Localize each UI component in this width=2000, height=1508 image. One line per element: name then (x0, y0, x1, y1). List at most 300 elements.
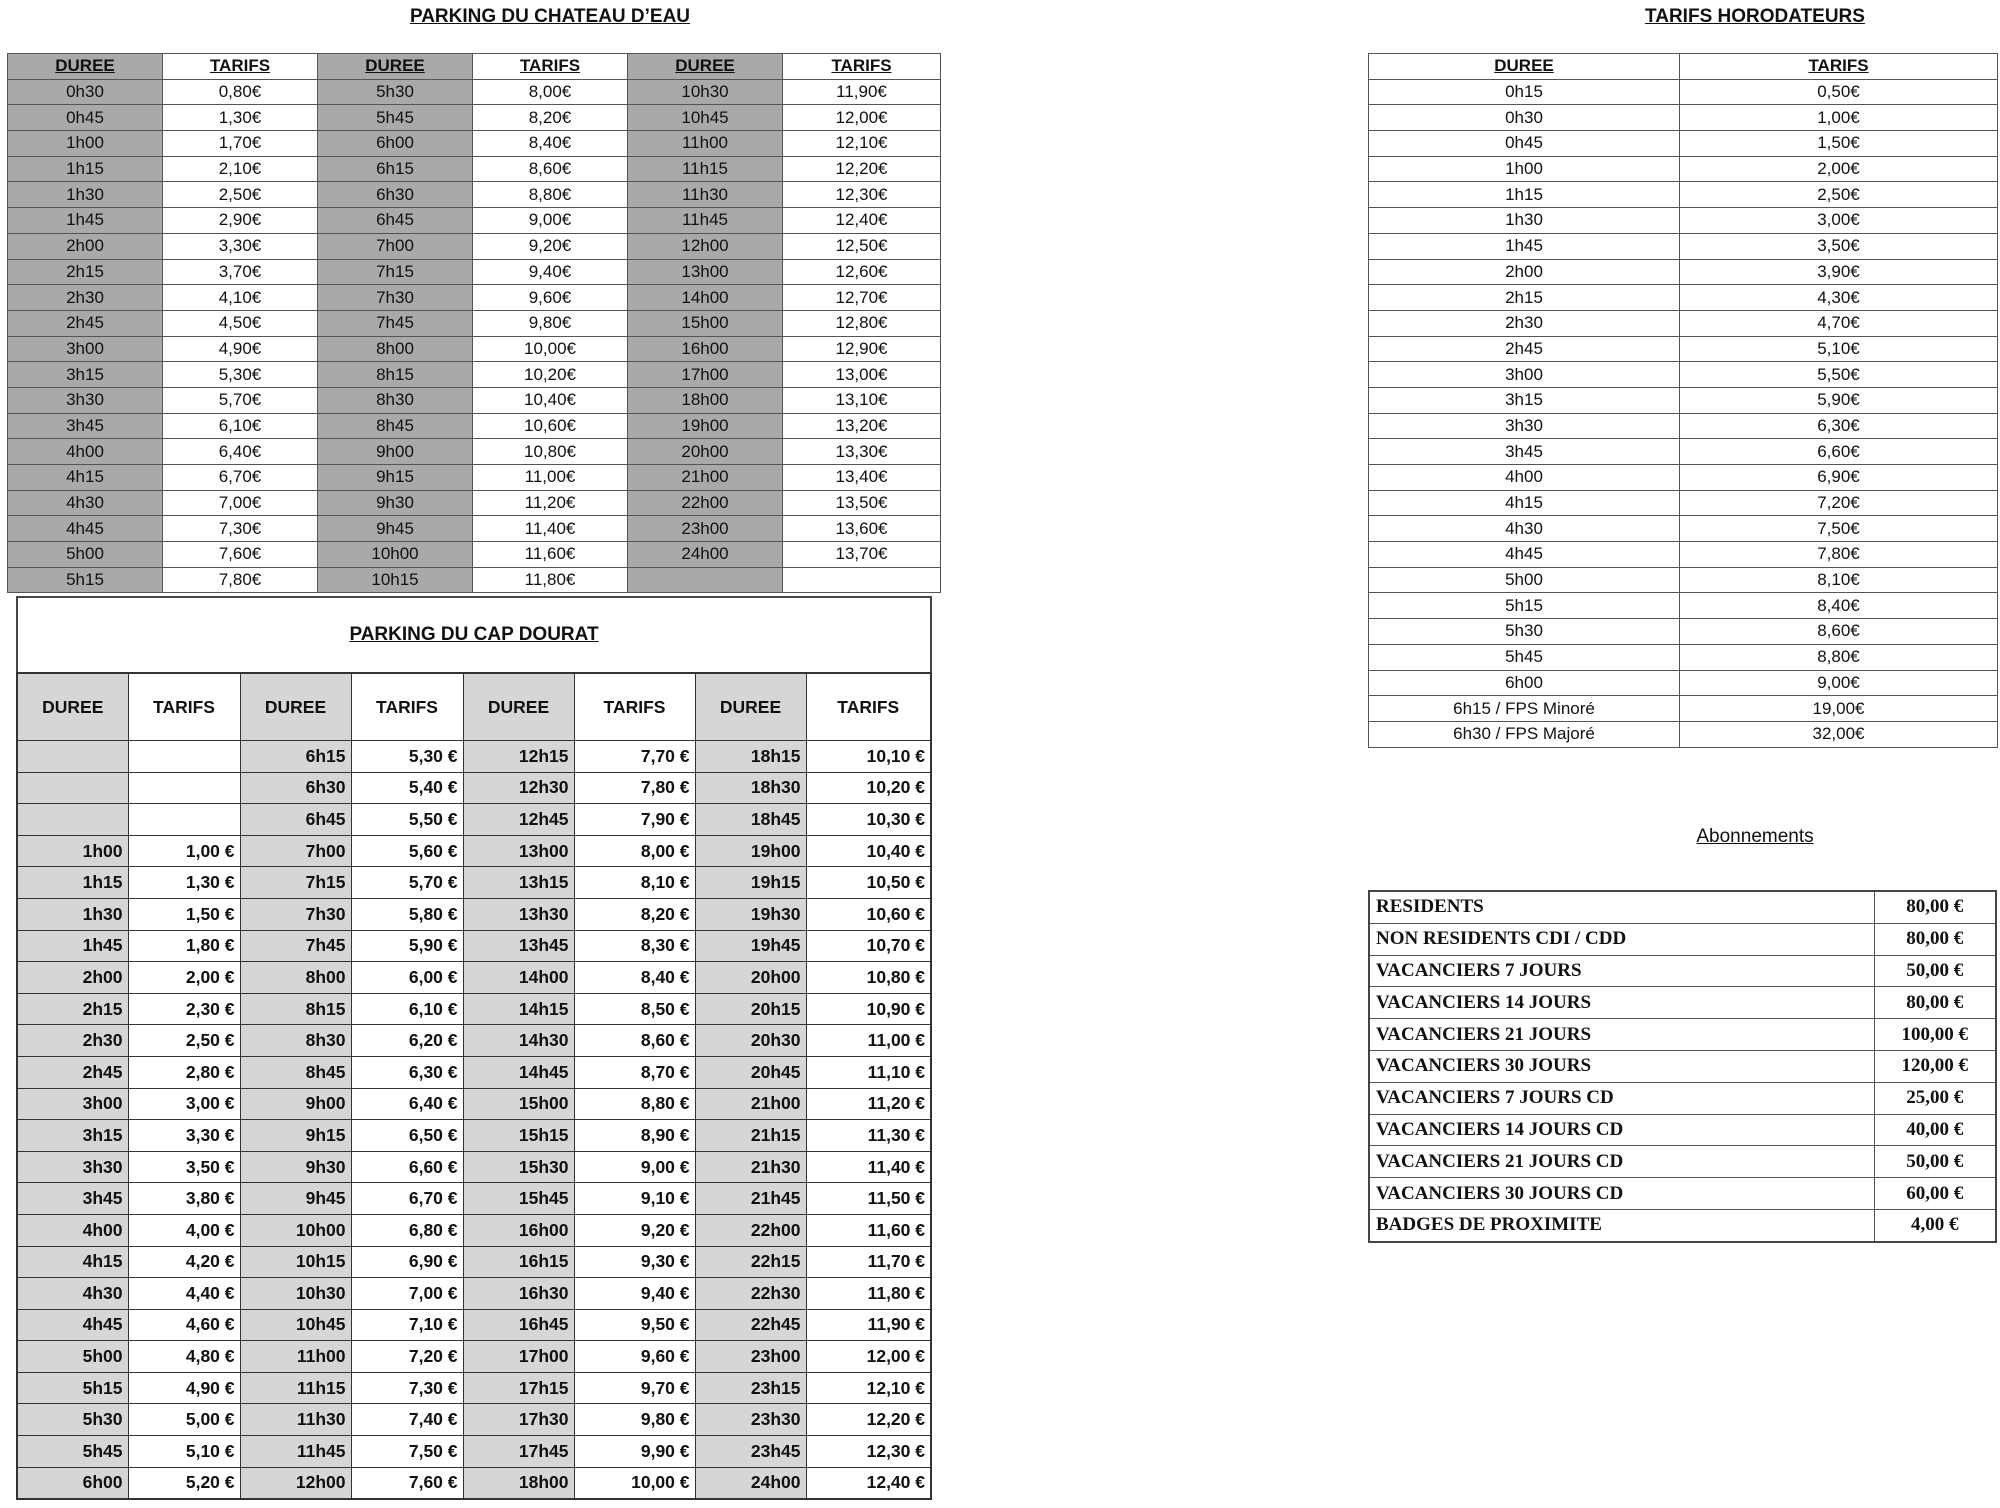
duration-cell: 16h45 (463, 1309, 574, 1341)
table-row (17, 1404, 931, 1436)
price-cell: 6,50 € (351, 1120, 463, 1152)
duration-cell: 9h00 (318, 439, 473, 465)
duration-cell: 9h30 (240, 1151, 351, 1183)
table-row (1369, 336, 1998, 362)
price-cell: 8,40€ (473, 131, 628, 157)
price-cell: 4,70€ (1680, 310, 1998, 336)
price-cell: 7,10 € (351, 1309, 463, 1341)
duration-cell: 0h15 (1369, 79, 1680, 105)
duration-cell: 4h45 (8, 516, 163, 542)
price-cell: 5,50€ (1680, 362, 1998, 388)
duration-cell: 16h15 (463, 1246, 574, 1278)
duration-cell: 0h45 (8, 105, 163, 131)
table-row (1369, 891, 1996, 923)
table-row (1369, 1050, 1996, 1082)
table-row (1369, 439, 1998, 465)
duration-cell: 6h15 / FPS Minoré (1369, 696, 1680, 722)
horodateurs-title: TARIFS HORODATEURS (1645, 6, 1865, 27)
duration-cell: 1h00 (8, 131, 163, 157)
duration-cell: 13h15 (463, 867, 574, 899)
duration-cell: 17h15 (463, 1372, 574, 1404)
table-row (8, 182, 941, 208)
price-cell: 8,00 € (574, 835, 695, 867)
duration-cell: 5h30 (1369, 619, 1680, 645)
duration-cell: 23h15 (695, 1372, 806, 1404)
price-cell: 2,00€ (1680, 156, 1998, 182)
duration-cell: 2h15 (8, 259, 163, 285)
subscription-price: 100,00 € (1874, 1019, 1996, 1051)
duration-cell: 23h30 (695, 1404, 806, 1436)
table-row (8, 490, 941, 516)
duration-cell: 4h00 (8, 439, 163, 465)
duration-cell: 2h00 (8, 233, 163, 259)
duration-cell: 2h30 (17, 1025, 128, 1057)
table-row (8, 336, 941, 362)
duration-cell: 21h00 (695, 1088, 806, 1120)
price-cell (783, 567, 941, 593)
price-cell: 4,90 € (128, 1372, 240, 1404)
duration-cell: 11h00 (628, 131, 783, 157)
duration-cell: 5h00 (8, 542, 163, 568)
duration-cell: 14h15 (463, 993, 574, 1025)
duration-cell: 4h30 (1369, 516, 1680, 542)
table-row (17, 993, 931, 1025)
duration-cell: 11h15 (628, 156, 783, 182)
duration-cell: 9h15 (240, 1120, 351, 1152)
price-cell: 2,80 € (128, 1056, 240, 1088)
price-cell: 4,50€ (163, 310, 318, 336)
duration-cell: 1h30 (1369, 208, 1680, 234)
duration-cell: 1h45 (8, 208, 163, 234)
price-cell: 6,60 € (351, 1151, 463, 1183)
duration-cell: 17h30 (463, 1404, 574, 1436)
table-row (1369, 1019, 1996, 1051)
subscription-label: VACANCIERS 14 JOURS CD (1369, 1114, 1874, 1146)
table-row (1369, 362, 1998, 388)
duration-cell: 13h00 (628, 259, 783, 285)
column-header: DUREE (628, 54, 783, 80)
duration-cell: 19h15 (695, 867, 806, 899)
table-row (1369, 156, 1998, 182)
duration-cell: 13h00 (463, 835, 574, 867)
column-header: TARIFS (806, 673, 931, 741)
subscription-price: 80,00 € (1874, 987, 1996, 1019)
price-cell: 10,80 € (806, 962, 931, 994)
price-cell: 8,40 € (574, 962, 695, 994)
table-row (1369, 285, 1998, 311)
price-cell: 4,80 € (128, 1341, 240, 1373)
table-row (8, 567, 941, 593)
duration-cell: 2h45 (1369, 336, 1680, 362)
duration-cell: 18h30 (695, 772, 806, 804)
price-cell: 7,00€ (163, 490, 318, 516)
table-row (1369, 131, 1998, 157)
price-cell: 6,90€ (1680, 465, 1998, 491)
subscription-label: RESIDENTS (1369, 891, 1874, 923)
price-cell: 7,60 € (351, 1467, 463, 1499)
column-header: TARIFS (351, 673, 463, 741)
table-row (1369, 79, 1998, 105)
duration-cell: 10h30 (240, 1278, 351, 1310)
table-row (1369, 696, 1998, 722)
table-row (17, 1120, 931, 1152)
price-cell: 11,20€ (473, 490, 628, 516)
duration-cell: 3h00 (8, 336, 163, 362)
table-row (8, 208, 941, 234)
price-cell: 8,10€ (1680, 567, 1998, 593)
duration-cell: 9h15 (318, 465, 473, 491)
price-cell: 11,40 € (806, 1151, 931, 1183)
duration-cell: 11h45 (240, 1436, 351, 1468)
duration-cell: 24h00 (628, 542, 783, 568)
subscription-price: 40,00 € (1874, 1114, 1996, 1146)
duration-cell: 16h00 (463, 1214, 574, 1246)
duration-cell: 5h00 (17, 1341, 128, 1373)
column-header: TARIFS (163, 54, 318, 80)
price-cell: 1,00 € (128, 835, 240, 867)
price-cell: 4,90€ (163, 336, 318, 362)
price-cell: 9,60 € (574, 1341, 695, 1373)
price-cell: 10,60€ (473, 413, 628, 439)
price-cell: 7,30 € (351, 1372, 463, 1404)
duration-cell: 6h00 (17, 1467, 128, 1499)
table-row (1369, 721, 1998, 747)
duration-cell: 21h45 (695, 1183, 806, 1215)
table-row (17, 867, 931, 899)
table-row (1369, 1178, 1996, 1210)
table-row (1369, 1209, 1996, 1241)
price-cell: 6,90 € (351, 1246, 463, 1278)
duration-cell: 4h30 (17, 1278, 128, 1310)
duration-cell: 18h00 (463, 1467, 574, 1499)
duration-cell: 24h00 (695, 1467, 806, 1499)
table-row (1369, 259, 1998, 285)
price-cell: 9,00€ (1680, 670, 1998, 696)
duration-cell: 2h15 (17, 993, 128, 1025)
price-cell: 4,40 € (128, 1278, 240, 1310)
price-cell: 13,70€ (783, 542, 941, 568)
duration-cell: 1h00 (17, 835, 128, 867)
price-cell: 10,90 € (806, 993, 931, 1025)
price-cell: 12,10€ (783, 131, 941, 157)
duration-cell: 17h45 (463, 1436, 574, 1468)
table-header-row (8, 54, 941, 80)
column-header: DUREE (240, 673, 351, 741)
table-row (1369, 1082, 1996, 1114)
duration-cell: 1h30 (17, 898, 128, 930)
duration-cell: 1h45 (1369, 233, 1680, 259)
table-header-row (1369, 54, 1998, 80)
price-cell: 10,70 € (806, 930, 931, 962)
duration-cell (17, 741, 128, 773)
table-row (8, 542, 941, 568)
duration-cell: 9h30 (318, 490, 473, 516)
price-cell (128, 804, 240, 836)
table-row (8, 285, 941, 311)
duration-cell: 8h00 (240, 962, 351, 994)
horodateurs-tariff-table (1368, 53, 1998, 748)
price-cell: 7,20€ (1680, 490, 1998, 516)
column-header: TARIFS (1680, 54, 1998, 80)
duration-cell: 4h00 (17, 1214, 128, 1246)
duration-cell: 5h15 (1369, 593, 1680, 619)
price-cell: 12,30€ (783, 182, 941, 208)
duration-cell: 7h30 (240, 898, 351, 930)
duration-cell: 21h00 (628, 465, 783, 491)
price-cell: 1,50€ (1680, 131, 1998, 157)
price-cell (128, 741, 240, 773)
duration-cell: 11h00 (240, 1341, 351, 1373)
table-row (1369, 310, 1998, 336)
price-cell: 12,50€ (783, 233, 941, 259)
duration-cell: 3h30 (1369, 413, 1680, 439)
duration-cell: 13h30 (463, 898, 574, 930)
price-cell: 5,70 € (351, 867, 463, 899)
duration-cell: 14h00 (463, 962, 574, 994)
duration-cell: 7h15 (318, 259, 473, 285)
price-cell: 2,50€ (1680, 182, 1998, 208)
price-cell: 12,90€ (783, 336, 941, 362)
subscription-label: BADGES DE PROXIMITE (1369, 1209, 1874, 1241)
duration-cell: 2h45 (17, 1056, 128, 1088)
table-row (8, 465, 941, 491)
subscription-label: VACANCIERS 30 JOURS (1369, 1050, 1874, 1082)
price-cell: 7,80€ (163, 567, 318, 593)
duration-cell: 6h15 (318, 156, 473, 182)
price-cell: 2,50 € (128, 1025, 240, 1057)
price-cell: 5,50 € (351, 804, 463, 836)
table-row (1369, 923, 1996, 955)
duration-cell: 6h15 (240, 741, 351, 773)
duration-cell: 4h45 (1369, 542, 1680, 568)
price-cell: 4,20 € (128, 1246, 240, 1278)
price-cell: 2,10€ (163, 156, 318, 182)
table-header-row (17, 673, 931, 741)
duration-cell: 3h15 (8, 362, 163, 388)
duration-cell: 8h30 (240, 1025, 351, 1057)
price-cell: 9,30 € (574, 1246, 695, 1278)
price-cell: 9,40 € (574, 1278, 695, 1310)
price-cell: 8,80€ (473, 182, 628, 208)
duration-cell: 9h45 (240, 1183, 351, 1215)
price-cell: 1,70€ (163, 131, 318, 157)
price-cell: 13,30€ (783, 439, 941, 465)
table-row (17, 1246, 931, 1278)
table-row (17, 835, 931, 867)
subscription-label: VACANCIERS 21 JOURS CD (1369, 1146, 1874, 1178)
price-cell: 32,00€ (1680, 721, 1998, 747)
subscription-label: NON RESIDENTS CDI / CDD (1369, 923, 1874, 955)
duration-cell: 17h00 (463, 1341, 574, 1373)
price-cell: 11,80€ (473, 567, 628, 593)
price-cell: 10,20 € (806, 772, 931, 804)
price-cell: 5,90€ (1680, 387, 1998, 413)
table-row (17, 741, 931, 773)
duration-cell: 3h30 (8, 387, 163, 413)
table-row (1369, 593, 1998, 619)
duration-cell: 6h30 / FPS Majoré (1369, 721, 1680, 747)
duration-cell: 4h15 (1369, 490, 1680, 516)
price-cell: 4,30€ (1680, 285, 1998, 311)
price-cell: 8,20 € (574, 898, 695, 930)
duration-cell: 22h00 (695, 1214, 806, 1246)
duration-cell: 12h00 (240, 1467, 351, 1499)
price-cell: 6,40 € (351, 1088, 463, 1120)
table-row (8, 259, 941, 285)
price-cell: 9,00 € (574, 1151, 695, 1183)
duration-cell: 3h00 (17, 1088, 128, 1120)
subscription-price: 50,00 € (1874, 1146, 1996, 1178)
duration-cell (628, 567, 783, 593)
column-header: DUREE (695, 673, 806, 741)
column-header: TARIFS (574, 673, 695, 741)
price-cell: 7,80 € (574, 772, 695, 804)
price-cell: 9,70 € (574, 1372, 695, 1404)
price-cell: 8,40€ (1680, 593, 1998, 619)
price-cell: 5,60 € (351, 835, 463, 867)
duration-cell: 3h45 (8, 413, 163, 439)
duration-cell: 8h00 (318, 336, 473, 362)
duration-cell: 10h15 (318, 567, 473, 593)
price-cell: 11,50 € (806, 1183, 931, 1215)
table-row (17, 804, 931, 836)
duration-cell: 12h15 (463, 741, 574, 773)
table-row (17, 962, 931, 994)
price-cell: 3,80 € (128, 1183, 240, 1215)
price-cell (128, 772, 240, 804)
price-cell: 8,60 € (574, 1025, 695, 1057)
duration-cell: 1h00 (1369, 156, 1680, 182)
table-row (1369, 413, 1998, 439)
duration-cell: 5h45 (318, 105, 473, 131)
table-row (1369, 516, 1998, 542)
duration-cell: 14h00 (628, 285, 783, 311)
duration-cell: 22h45 (695, 1309, 806, 1341)
column-header: DUREE (318, 54, 473, 80)
price-cell: 6,00 € (351, 962, 463, 994)
price-cell: 8,60€ (1680, 619, 1998, 645)
price-cell: 9,80€ (473, 310, 628, 336)
column-header: TARIFS (783, 54, 941, 80)
price-cell: 8,10 € (574, 867, 695, 899)
duration-cell: 3h45 (1369, 439, 1680, 465)
price-cell: 10,40€ (473, 387, 628, 413)
price-cell: 1,30 € (128, 867, 240, 899)
duration-cell: 11h15 (240, 1372, 351, 1404)
duration-cell: 19h45 (695, 930, 806, 962)
duration-cell: 0h30 (1369, 105, 1680, 131)
duration-cell: 21h30 (695, 1151, 806, 1183)
price-cell: 7,80€ (1680, 542, 1998, 568)
price-cell: 6,10€ (163, 413, 318, 439)
price-cell: 12,20 € (806, 1404, 931, 1436)
subscription-label: VACANCIERS 7 JOURS CD (1369, 1082, 1874, 1114)
subscription-price: 25,00 € (1874, 1082, 1996, 1114)
duration-cell: 7h00 (240, 835, 351, 867)
table-row (1369, 644, 1998, 670)
cap-dourat-tariff-table (16, 672, 932, 1500)
price-cell: 12,20€ (783, 156, 941, 182)
price-cell: 10,10 € (806, 741, 931, 773)
column-header: DUREE (8, 54, 163, 80)
duration-cell: 23h00 (628, 516, 783, 542)
chateau-title: PARKING DU CHATEAU D’EAU (409, 6, 691, 27)
duration-cell: 6h30 (318, 182, 473, 208)
price-cell: 10,00 € (574, 1467, 695, 1499)
table-row (17, 898, 931, 930)
price-cell: 1,80 € (128, 930, 240, 962)
price-cell: 12,40€ (783, 208, 941, 234)
duration-cell: 2h45 (8, 310, 163, 336)
price-cell: 12,30 € (806, 1436, 931, 1468)
duration-cell: 8h15 (240, 993, 351, 1025)
price-cell: 8,50 € (574, 993, 695, 1025)
table-row (17, 1214, 931, 1246)
price-cell: 7,40 € (351, 1404, 463, 1436)
column-header: DUREE (463, 673, 574, 741)
duration-cell: 7h45 (240, 930, 351, 962)
price-cell: 6,10 € (351, 993, 463, 1025)
table-row (1369, 387, 1998, 413)
duration-cell: 5h30 (318, 79, 473, 105)
price-cell: 3,50 € (128, 1151, 240, 1183)
subscription-price: 80,00 € (1874, 891, 1996, 923)
price-cell: 12,10 € (806, 1372, 931, 1404)
price-cell: 9,20 € (574, 1214, 695, 1246)
duration-cell: 15h45 (463, 1183, 574, 1215)
duration-cell: 16h00 (628, 336, 783, 362)
duration-cell (17, 804, 128, 836)
price-cell: 9,10 € (574, 1183, 695, 1215)
price-cell: 12,60€ (783, 259, 941, 285)
duration-cell: 15h00 (628, 310, 783, 336)
duration-cell: 8h45 (240, 1056, 351, 1088)
table-row (8, 310, 941, 336)
price-cell: 9,90 € (574, 1436, 695, 1468)
price-cell: 1,50 € (128, 898, 240, 930)
price-cell: 5,70€ (163, 387, 318, 413)
price-cell: 9,50 € (574, 1309, 695, 1341)
duration-cell: 1h45 (17, 930, 128, 962)
subscription-price: 80,00 € (1874, 923, 1996, 955)
table-row (1369, 1114, 1996, 1146)
table-row (1369, 490, 1998, 516)
price-cell: 13,50€ (783, 490, 941, 516)
table-row (1369, 105, 1998, 131)
price-cell: 11,70 € (806, 1246, 931, 1278)
column-header: TARIFS (473, 54, 628, 80)
price-cell: 6,60€ (1680, 439, 1998, 465)
duration-cell: 23h00 (695, 1341, 806, 1373)
price-cell: 13,00€ (783, 362, 941, 388)
price-cell: 8,30 € (574, 930, 695, 962)
price-cell: 12,00€ (783, 105, 941, 131)
table-row (17, 1025, 931, 1057)
price-cell: 8,20€ (473, 105, 628, 131)
column-header: TARIFS (128, 673, 240, 741)
price-cell: 9,20€ (473, 233, 628, 259)
subscription-label: VACANCIERS 14 JOURS (1369, 987, 1874, 1019)
price-cell: 3,00€ (1680, 208, 1998, 234)
duration-cell: 2h00 (17, 962, 128, 994)
duration-cell: 13h45 (463, 930, 574, 962)
price-cell: 0,50€ (1680, 79, 1998, 105)
price-cell: 13,60€ (783, 516, 941, 542)
price-cell: 2,90€ (163, 208, 318, 234)
table-row (17, 1278, 931, 1310)
duration-cell: 5h45 (17, 1436, 128, 1468)
price-cell: 5,90 € (351, 930, 463, 962)
